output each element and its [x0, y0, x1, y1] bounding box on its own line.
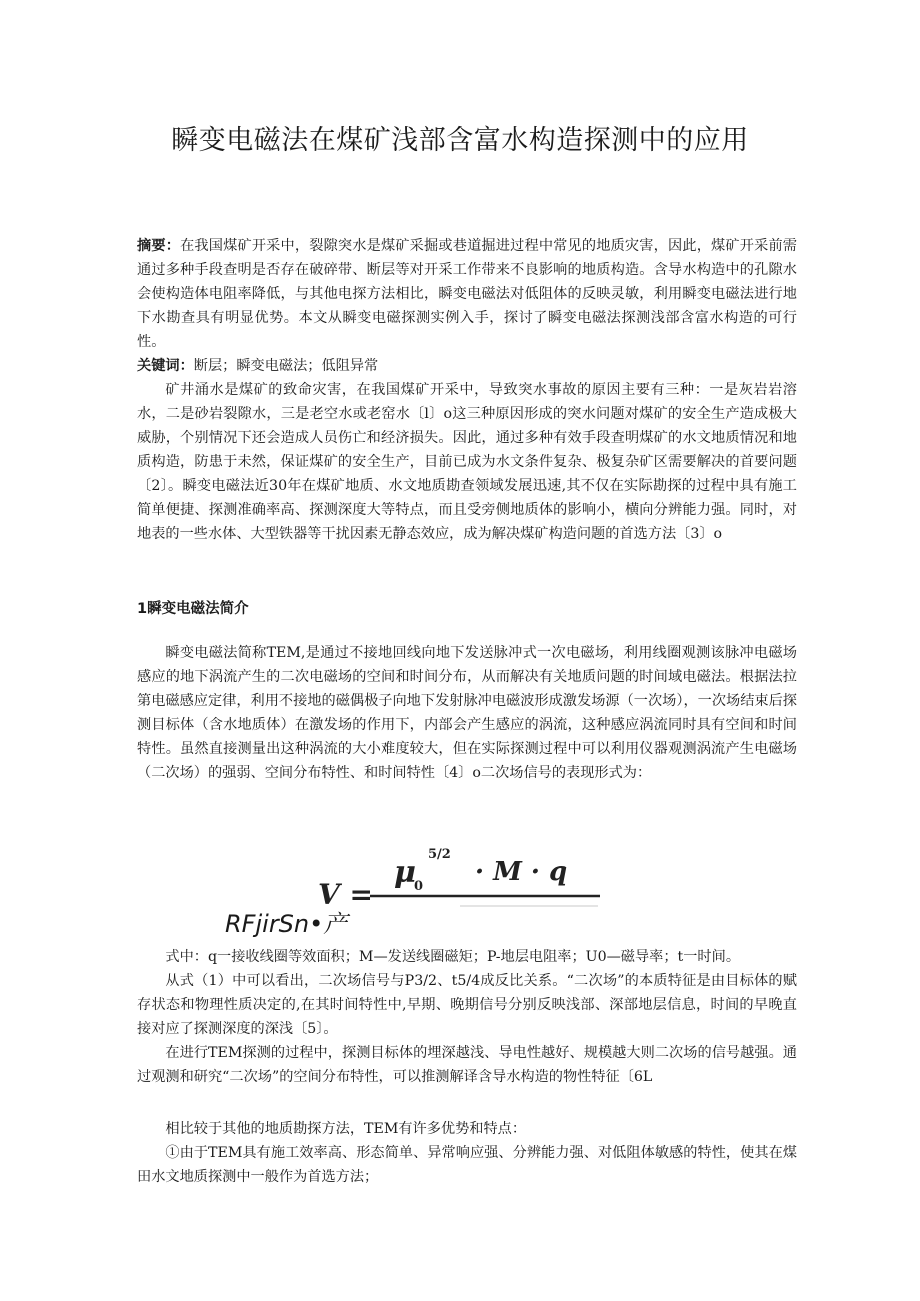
page-title: 瞬变电磁法在煤矿浅部含富水构造探测中的应用 [171, 125, 749, 156]
keywords-label: 关键词： [137, 358, 194, 374]
keywords-text: 断层；瞬变电磁法；低阻异常 [193, 358, 379, 374]
section-paragraph: 相比较于其他的地质勘探方法，TEM有许多优势和特点： [165, 1121, 527, 1137]
abstract-block [137, 234, 797, 546]
where-block [137, 945, 797, 1089]
formula-exponent: 5/2 [428, 847, 451, 862]
abstract [137, 234, 797, 354]
section-heading: 1瞬变电磁法简介 [137, 601, 249, 617]
formula-rest: · M · q [475, 857, 568, 887]
formula-lhs: V = [318, 878, 373, 911]
abstract-text: 在我国煤矿开采中，裂隙突水是煤矿采掘或巷道掘进过程中常见的地质灾害，因此，煤矿开采前需通过多种手段查明是否存在破碎带、断层等对开采工作带来不良影响的地质构造。含导水构造中的孔隙水会使构造体电阻率降低，与其他电探方法相比，瞬变电磁法对低阻体的反映灵敏，利用瞬变电磁法进行地下水勘查具有明显优势。本文从瞬变电磁探测实例入手，探讨了瞬变电磁法探测浅部含富水构造的可行性。 [137, 238, 797, 350]
section-paragraph: 在进行TEM探测的过程中，探测目标体的埋深越浅、导电性越好、规模越大则二次场的信号越强。通过观测和研究“二次场”的空间分布特性，可以推测解译含导水构造的物性特征〔6L [137, 1045, 797, 1085]
formula-graphic [310, 838, 610, 918]
garbled-denominator: RFjirSn•产 [225, 910, 348, 938]
where-paragraph: 式中：q一接收线圈等效面积；M—发送线圈磁矩；P-地层电阻率；U0—磁导率；t一时间。 [165, 949, 741, 965]
intro-paragraph: 矿井涌水是煤矿的致命灾害，在我国煤矿开采中，导致突水事故的原因主要有三种：一是灰岩岩溶水，二是砂岩裂隙水，三是老空水或老窑水〔l〕o这三种原因形成的突水问题对煤矿的安全生产造成极大威胁，个别情况下还会造成人员伤亡和经济损失。因此，通过多种有效手段查明煤矿的水文地质情况和地质构造，防患于未然，保证煤矿的安全生产，目前已成为水文条件复杂、极复杂矿区需要解决的首要问题〔2〕。瞬变电磁法近30年在煤矿地质、水文地质勘查领域发展迅速,其不仅在实际勘探的过程中具有施工简单便捷、探测准确率高、探测深度大等特点，而且受旁侧地质体的影响小，横向分辨能力强。同时，对地表的一些水体、大型铁器等干扰因素无静态效应，成为解决煤矿构造问题的首选方法〔3〕o [137, 382, 797, 542]
section-body [137, 641, 797, 785]
abstract-label: 摘要： [137, 238, 181, 254]
formula-mu: μ [394, 855, 416, 890]
formula [310, 838, 610, 918]
keywords [137, 354, 797, 378]
formula-mu-sub: 0 [414, 879, 424, 894]
advantages-block [137, 1117, 797, 1189]
list-item: ①由于TEM具有施工效率高、形态简单、异常响应强、分辨能力强、对低阻体敏感的特性，使其在煤田水文地质探测中一般作为首选方法； [137, 1145, 797, 1185]
section-paragraph: 瞬变电磁法简称TEM,是通过不接地回线向地下发送脉冲式一次电磁场，利用线圈观测该脉冲电磁场感应的地下涡流产生的二次电磁场的空间和时间分布，从而解决有关地质问题的时间域电磁法。根据法拉第电磁感应定律，利用不接地的磁偶极子向地下发射脉冲电磁波形成激发场源（一次场），一次场结束后探测目标体（含水地质体）在激发场的作用下，内部会产生感应的涡流，这种感应涡流同时具有空间和时间特性。虽然直接测量出这种涡流的大小难度较大，但在实际探测过程中可以利用仪器观测涡流产生电磁场（二次场）的强弱、空间分布特性、和时间特性〔4〕o二次场信号的表现形式为： [137, 645, 797, 781]
section-paragraph: 从式（1）中可以看出，二次场信号与P3/2、t5/4成反比关系。“二次场”的本质特征是由目标体的赋存状态和物理性质决定的,在其时间特性中,早期、晚期信号分别反映浅部、深部地层信息，时间的早晚直接对应了探测深度的深浅〔5〕。 [137, 973, 797, 1037]
